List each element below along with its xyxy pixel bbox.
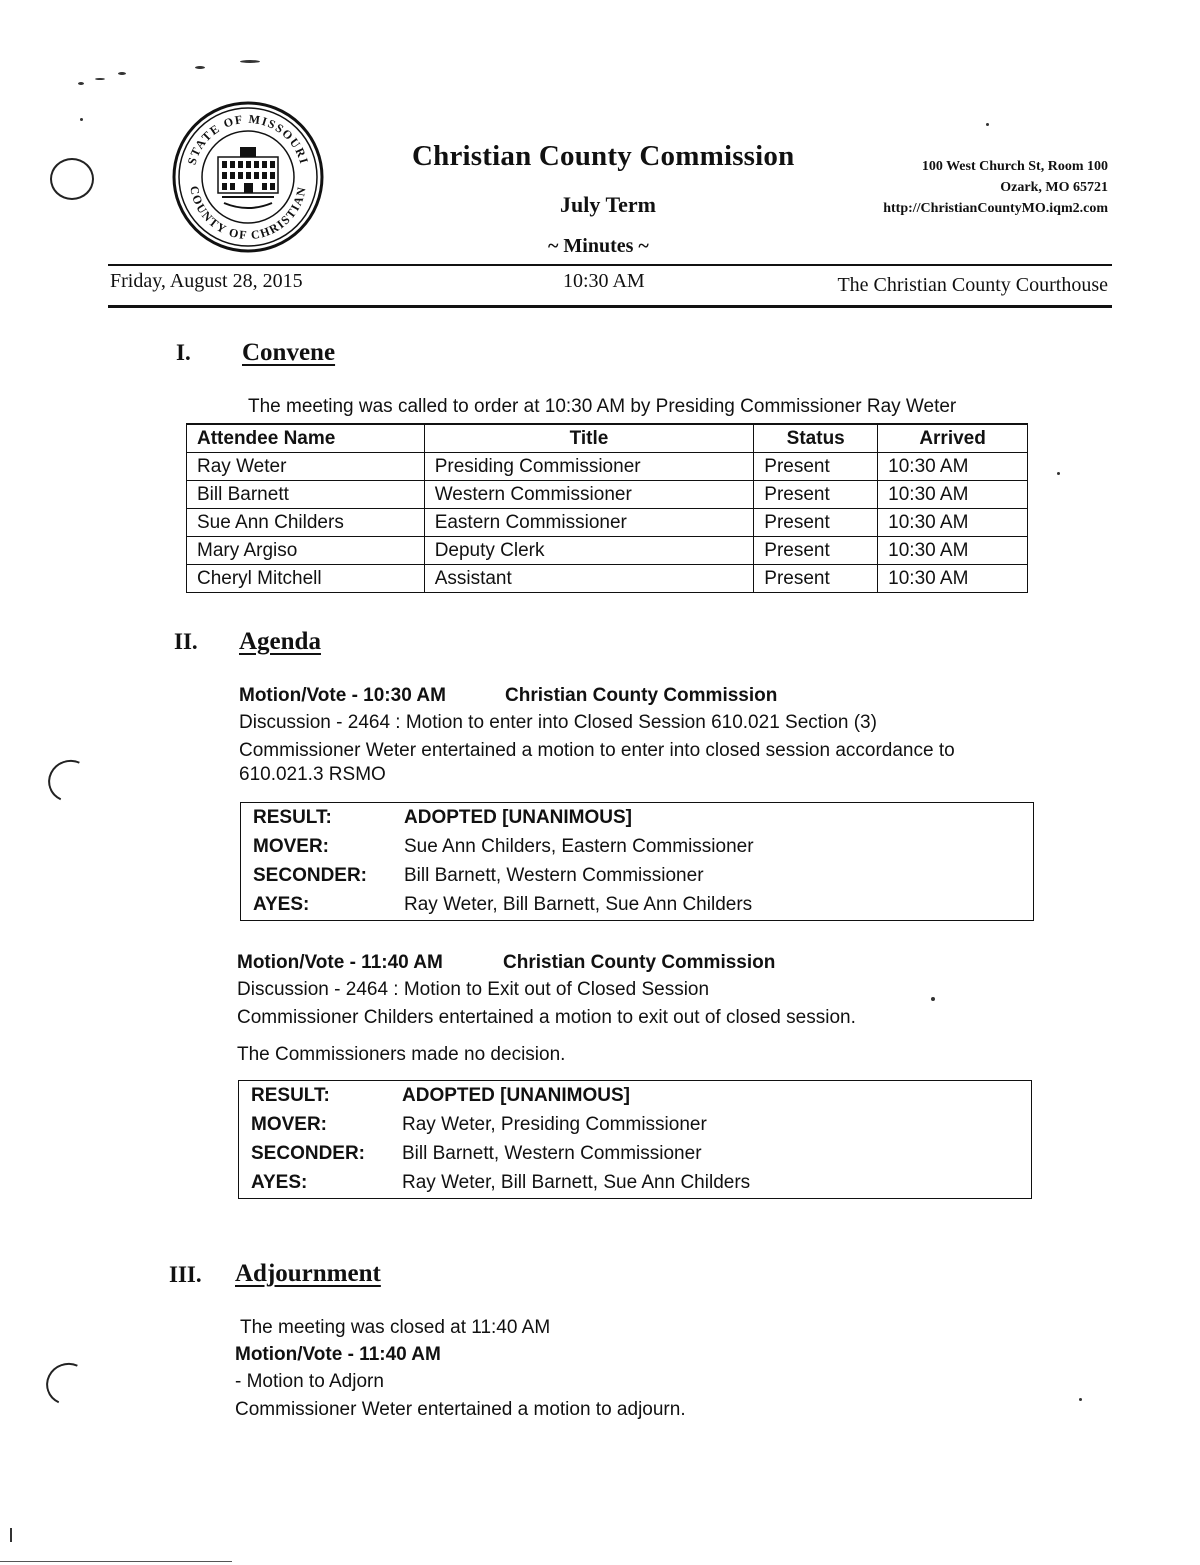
column-header-arrived: Arrived bbox=[878, 424, 1028, 453]
attendee-name: Mary Argiso bbox=[187, 537, 425, 565]
address-line-1: 100 West Church St, Room 100 bbox=[921, 159, 1108, 174]
header-top-rule bbox=[108, 264, 1112, 266]
attendee-title: Deputy Clerk bbox=[424, 537, 754, 565]
result-label: RESULT: bbox=[251, 1085, 330, 1106]
table-header-row bbox=[187, 424, 1028, 453]
attendee-title: Presiding Commissioner bbox=[424, 453, 754, 481]
attendee-status: Present bbox=[754, 481, 878, 509]
address-block bbox=[883, 156, 1108, 219]
vote-ayes-row bbox=[239, 1168, 1031, 1197]
scan-speck bbox=[1079, 1398, 1082, 1401]
attendee-status: Present bbox=[754, 537, 878, 565]
table-row bbox=[187, 481, 1028, 509]
column-header-title: Title bbox=[424, 424, 754, 453]
result-label: RESULT: bbox=[253, 807, 332, 828]
attendee-table bbox=[186, 423, 1028, 593]
vote-mover-row bbox=[241, 832, 1033, 861]
vote-box-1 bbox=[240, 802, 1034, 921]
attendee-title: Assistant bbox=[424, 565, 754, 593]
ayes-label: AYES: bbox=[253, 894, 310, 915]
seconder-value: Bill Barnett, Western Commissioner bbox=[402, 1143, 702, 1164]
section-number-convene: I. bbox=[176, 340, 191, 365]
result-value: ADOPTED [UNANIMOUS] bbox=[404, 807, 632, 828]
meeting-date: Friday, August 28, 2015 bbox=[110, 270, 303, 292]
header-bottom-rule bbox=[108, 305, 1112, 308]
attendee-title: Western Commissioner bbox=[424, 481, 754, 509]
motion-body-2: Christian County Commission bbox=[503, 952, 776, 973]
table-row bbox=[187, 565, 1028, 593]
motion-time-1: Motion/Vote - 10:30 AM bbox=[239, 685, 446, 706]
ayes-value: Ray Weter, Bill Barnett, Sue Ann Childers bbox=[404, 894, 753, 915]
section-title-convene: Convene bbox=[242, 339, 336, 366]
table-row bbox=[187, 537, 1028, 565]
scan-speck bbox=[240, 60, 260, 63]
vote-seconder-row bbox=[241, 861, 1033, 890]
vote-ayes-row bbox=[241, 890, 1033, 919]
table-row bbox=[187, 509, 1028, 537]
footer-rule bbox=[0, 1561, 232, 1562]
vote-mover-row bbox=[239, 1110, 1031, 1139]
column-header-status: Status bbox=[754, 424, 878, 453]
seconder-value: Bill Barnett, Western Commissioner bbox=[404, 865, 704, 886]
seconder-label: SECONDER: bbox=[253, 865, 368, 886]
meeting-time: 10:30 AM bbox=[563, 270, 645, 292]
website-link[interactable]: http://ChristianCountyMO.iqm2.com bbox=[883, 201, 1108, 216]
document-title: Christian County Commission bbox=[412, 140, 795, 172]
ayes-label: AYES: bbox=[251, 1172, 308, 1193]
motion-body-1: Christian County Commission bbox=[505, 685, 778, 706]
section-title-adjournment: Adjournment bbox=[235, 1260, 381, 1287]
scan-speck bbox=[95, 78, 105, 80]
svg-text:COUNTY OF CHRISTIAN: COUNTY OF CHRISTIAN bbox=[187, 184, 309, 243]
section-number-agenda: II. bbox=[174, 629, 198, 654]
attendee-name: Sue Ann Childers bbox=[187, 509, 425, 537]
mover-value: Sue Ann Childers, Eastern Commissioner bbox=[404, 836, 754, 857]
section-title-agenda: Agenda bbox=[239, 628, 321, 655]
svg-text:STATE OF MISSOURI: STATE OF MISSOURI bbox=[184, 111, 312, 167]
attendee-status: Present bbox=[754, 453, 878, 481]
seconder-label: SECONDER: bbox=[251, 1143, 366, 1164]
motion-text-1a: Commissioner Weter entertained a motion to enter into closed session accordance to bbox=[239, 740, 955, 761]
mover-label: MOVER: bbox=[253, 836, 329, 857]
vote-result-row bbox=[239, 1081, 1031, 1110]
attendee-name: Cheryl Mitchell bbox=[187, 565, 425, 593]
motion-text-1b: 610.021.3 RSMO bbox=[239, 764, 386, 785]
address-line-2: Ozark, MO 65721 bbox=[1000, 180, 1108, 195]
mover-value: Ray Weter, Presiding Commissioner bbox=[402, 1114, 707, 1135]
scan-speck bbox=[195, 66, 205, 69]
motion-time-2: Motion/Vote - 11:40 AM bbox=[237, 952, 443, 973]
attendee-arrived: 10:30 AM bbox=[878, 565, 1028, 593]
binder-hole-top bbox=[50, 158, 94, 200]
attendee-name: Bill Barnett bbox=[187, 481, 425, 509]
section-number-adjournment: III. bbox=[169, 1262, 202, 1287]
motion-discussion-2: Discussion - 2464 : Motion to Exit out of Closed Session bbox=[237, 979, 710, 1000]
scan-speck bbox=[986, 123, 989, 126]
attendee-status: Present bbox=[754, 509, 878, 537]
minutes-label: ~ Minutes ~ bbox=[548, 235, 649, 257]
motion-note-2: The Commissioners made no decision. bbox=[237, 1044, 566, 1065]
binder-hole-middle bbox=[42, 754, 98, 809]
scan-speck bbox=[80, 118, 83, 121]
convene-intro: The meeting was called to order at 10:30 AM by Presiding Commissioner Ray Weter bbox=[248, 396, 957, 417]
attendee-name: Ray Weter bbox=[187, 453, 425, 481]
term-label: July Term bbox=[560, 192, 656, 217]
motion-discussion-1: Discussion - 2464 : Motion to enter into Closed Session 610.021 Section (3) bbox=[239, 712, 877, 733]
attendee-arrived: 10:30 AM bbox=[878, 537, 1028, 565]
adjournment-closed: The meeting was closed at 11:40 AM bbox=[240, 1317, 551, 1338]
motion-text-2a: Commissioner Childers entertained a motion to exit out of closed session. bbox=[237, 1007, 856, 1028]
attendee-arrived: 10:30 AM bbox=[878, 453, 1028, 481]
vote-box-2 bbox=[238, 1080, 1032, 1199]
attendee-title: Eastern Commissioner bbox=[424, 509, 754, 537]
attendee-arrived: 10:30 AM bbox=[878, 481, 1028, 509]
county-seal-icon bbox=[172, 101, 324, 253]
mover-label: MOVER: bbox=[251, 1114, 327, 1135]
ayes-value: Ray Weter, Bill Barnett, Sue Ann Childers bbox=[402, 1172, 751, 1193]
adjournment-motion: Motion/Vote - 11:40 AM bbox=[235, 1344, 441, 1365]
adjournment-text: Commissioner Weter entertained a motion to adjourn. bbox=[235, 1399, 686, 1420]
meeting-location: The Christian County Courthouse bbox=[837, 274, 1108, 296]
scan-speck bbox=[1057, 472, 1060, 475]
vote-seconder-row bbox=[239, 1139, 1031, 1168]
scan-speck bbox=[78, 82, 84, 85]
table-row bbox=[187, 453, 1028, 481]
scan-speck bbox=[118, 72, 126, 75]
scan-speck bbox=[931, 997, 935, 1001]
binder-hole-bottom bbox=[40, 1357, 96, 1412]
scan-speck bbox=[10, 1528, 12, 1542]
adjournment-item: - Motion to Adjorn bbox=[235, 1371, 384, 1392]
result-value: ADOPTED [UNANIMOUS] bbox=[402, 1085, 630, 1106]
vote-result-row bbox=[241, 803, 1033, 832]
attendee-status: Present bbox=[754, 565, 878, 593]
attendee-arrived: 10:30 AM bbox=[878, 509, 1028, 537]
column-header-name: Attendee Name bbox=[187, 424, 425, 453]
